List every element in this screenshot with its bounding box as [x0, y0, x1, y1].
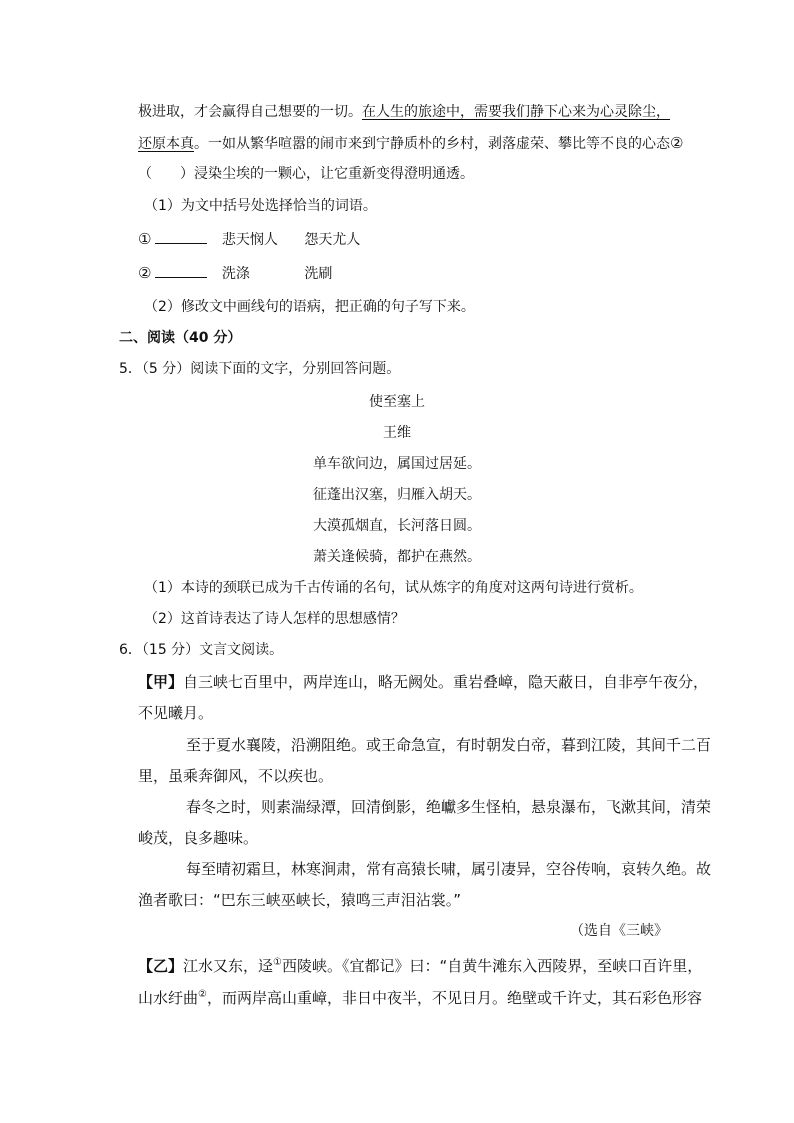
option-word: 怨天尤人: [304, 232, 361, 248]
poem-line: 征蓬出汉塞，归雁入胡天。: [313, 487, 481, 503]
q5-subquestion-1: （1）本诗的颈联已成为千古传诵的名句，试从炼字的角度对这两句诗进行赏析。: [144, 580, 643, 596]
jia-line-2: 不见曦月。: [138, 704, 214, 722]
option-word: 洗涤: [221, 266, 250, 282]
q4-subquestion-1: （1）为文中括号处选择恰当的词语。: [144, 198, 377, 214]
jia-line-5: 春冬之时，则素湍绿潭，回清倒影，绝巘多生怪柏，悬泉瀑布，飞漱其间，清荣: [186, 798, 712, 816]
option-marker: ②: [138, 264, 152, 282]
yi-line-2: [138, 985, 702, 1008]
poem-line: 单车欲问边，属国过居延。: [313, 456, 481, 472]
passage-line-2: [138, 133, 683, 154]
q5-subquestion-2: （2）这首诗表达了诗人怎样的思想感情？: [144, 611, 405, 627]
footnote-marker: ②: [198, 989, 207, 1000]
footnote-marker: ①: [273, 957, 282, 968]
option-word: 洗刷: [304, 266, 333, 282]
q4-subquestion-2: （2）修改文中画线句的语病，把正确的句子写下来。: [144, 299, 475, 315]
answer-blank[interactable]: [155, 263, 207, 278]
jia-source: （选自《三峡》: [570, 923, 668, 939]
yi-line-1: [138, 953, 702, 976]
poem-author: 王维: [383, 425, 411, 441]
underlined-sentence: 还原本真: [138, 136, 194, 152]
passage-line-3: （ ）浸染尘埃的一颗心，让它重新变得澄明通透。: [138, 166, 474, 182]
option-marker: ①: [138, 230, 152, 248]
passage-text: 。一如从繁华喧嚣的闹市来到宁静质朴的乡村，剥落虚荣、攀比等不良的心态: [194, 136, 670, 152]
blank-marker: ②: [670, 134, 684, 152]
q4-option-row-1: [138, 229, 360, 250]
jia-line-3: 至于夏水襄陵，沿溯阻绝。或王命急宣，有时朝发白帝，暮到江陵，其间千二百: [186, 736, 712, 754]
passage-text: 极进取，才会赢得自己想要的一切。: [138, 104, 362, 120]
classical-text: 西陵峡。《宜都记》曰：“自黄牛滩东入西陵界，至峡口百许里，: [282, 957, 703, 975]
classical-text: 江水又东，迳: [183, 957, 274, 975]
jia-line-4: 里，虽乘奔御风，不以疾也。: [138, 767, 334, 785]
poem-title: 使至塞上: [369, 394, 425, 410]
jia-line-8: 渔者歌曰：“巴东三峡巫峡长，猿鸣三声泪沾裳。”: [138, 891, 462, 909]
passage-line-1: [138, 102, 670, 122]
jia-line-1: [138, 672, 708, 692]
classical-text: ，而两岸高山重嶂，非日中夜半，不见日月。绝壁或千许丈，其石彩色形容: [206, 989, 702, 1007]
option-word: 悲天悯人: [221, 232, 278, 248]
q6-stem: 6．（15 分）文言文阅读。: [119, 642, 284, 658]
classical-text: 山水纡曲: [138, 989, 199, 1007]
section-title: 二、阅读（40 分）: [119, 330, 242, 346]
underlined-sentence: 在人生的旅途中，需要我们静下心来为心灵除尘，: [362, 104, 670, 120]
answer-blank[interactable]: [155, 229, 207, 244]
poem-line: 萧关逢候骑，都护在燕然。: [313, 549, 481, 565]
poem-line: 大漠孤烟直，长河落日圆。: [313, 518, 481, 534]
passage-label-jia: 【甲】: [138, 673, 184, 691]
jia-line-6: 峻茂，良多趣味。: [138, 829, 259, 847]
classical-text: 自三峡七百里中，两岸连山，略无阙处。重岩叠嶂，隐天蔽日，自非亭午夜分，: [183, 673, 709, 691]
passage-label-yi: 【乙】: [138, 957, 184, 975]
q4-option-row-2: [138, 263, 332, 284]
q5-stem: 5．（5 分）阅读下面的文字，分别回答问题。: [119, 361, 401, 377]
jia-line-7: 每至晴初霜旦，林寒涧肃，常有高猿长啸，属引凄异，空谷传响，哀转久绝。故: [186, 860, 712, 878]
